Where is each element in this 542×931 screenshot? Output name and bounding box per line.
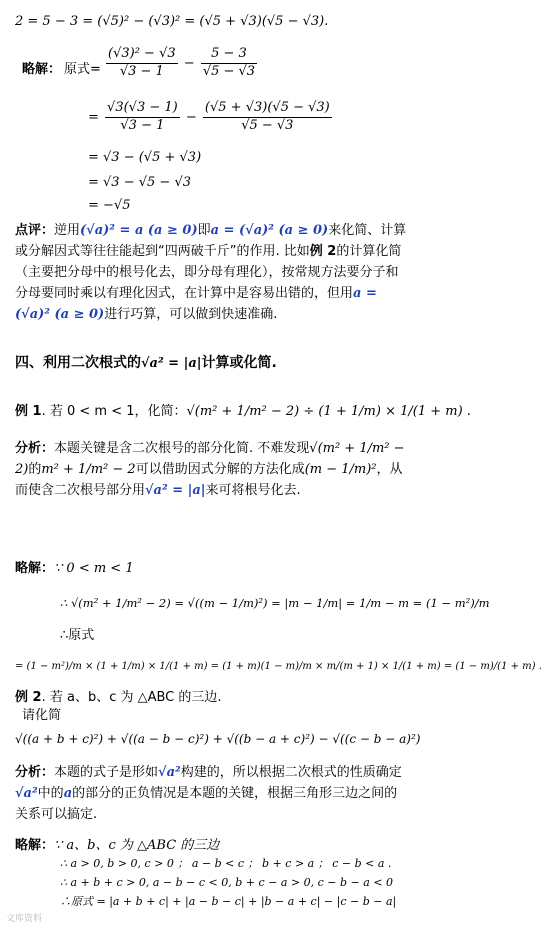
fraction-step-2: = $\frac{√3(√3 - 1)}{√3 - 1}$ − $\frac{(√5 + √3)(√5 - √3)}{√5 - √3}$ [88, 100, 330, 133]
fraction-numerator: √3(√3 − 1) [105, 100, 180, 118]
section-heading: 四、利用二次根式的√a² = |a|计算或化简. [15, 355, 277, 371]
fraction-numerator: (√5 + √3)(√5 − √3) [203, 100, 332, 118]
analysis-paragraph-1: 分析：本题关键是含二次根号的部分化简. 不难发现√(m² + 1/m² − 2)的m² + 1/m² − 2可以借助因式分解的方法化成(m − 1/m)²，从而使含二次根号部分用√a² = |a|来可将根号化去. [15, 441, 405, 498]
example-label: 例 2 [15, 690, 42, 705]
example-reference: 例 2 [309, 244, 337, 259]
formula-highlight: a [63, 786, 73, 801]
example-expression: √(m² + 1/m² − 2) ÷ (1 + 1/m) × 1/(1 + m) . [186, 404, 471, 419]
example-2-line: 例 2. 若 a、b、c 为 △ABC 的三边. [15, 690, 222, 705]
analysis-paragraph-2: 分析：本题的式子是形如√a²构建的，所以根据二次根式的性质确定√a²中的a的部分的正负情况是本题的关键，根据三角形三边之间的关系可以搞定. [15, 765, 402, 822]
fraction-step-1 [104, 46, 259, 81]
formula-highlight: a = (√a)² (a ≥ 0) [15, 286, 377, 322]
example-label: 例 1 [15, 404, 42, 419]
formula-highlight: √a² [15, 786, 38, 801]
fraction-numerator: 5 − 3 [201, 46, 257, 64]
solution-label: 略解： [15, 838, 55, 853]
watermark-logo: 文库资料 [6, 914, 43, 924]
section-formula: √a² = |a| [141, 356, 202, 371]
solution-2-header: 略解：∵ 0 < m < 1 [15, 561, 134, 576]
solution-label: 略解： [22, 62, 62, 77]
analysis-label: 分析： [15, 441, 55, 456]
example-1-line: 例 1. 若 0 < m < 1，化简：√(m² + 1/m² − 2) ÷ (1 + 1/m) × 1/(1 + m) . [15, 404, 471, 419]
solution-2-step-2: ∴原式 [60, 628, 95, 643]
comment-paragraph: 点评：逆用(√a)² = a (a ≥ 0)即a = (√a)² (a ≥ 0)来化简、计算或分解因式等往往能起到“四两破千斤”的作用. 比如例 2的计算化简（主要把分母中的根号化去，即分母有理化），按常规方法要分子和分母要同时乘以有理化因式，在计算中是容易出错的，但用a = (√a)² (a ≥ 0)进行巧算，可以做到快速准确. [15, 223, 407, 322]
fraction-denominator: √5 − √3 [202, 63, 256, 79]
equation-step-5: = −√5 [88, 198, 131, 213]
original-expression-label: 原式= [64, 62, 101, 77]
solution-3-step-3: ∴原式 = |a + b + c| + |a − b − c| + |b − a + c| − |c − b − a| [60, 895, 397, 908]
formula-highlight: a = (√a)² (a ≥ 0) [210, 223, 329, 238]
solution-2-step-3: = (1 − m²)/m × (1 + 1/m) × 1/(1 + m) = (1 + m)(1 − m)/m × m/(m + 1) × 1/(1 + m) = (1 − m)/(1 + m) . [15, 661, 542, 672]
solution-label: 略解： [15, 561, 55, 576]
fraction-numerator: (√3)² − √3 [106, 46, 178, 64]
equals-sign: = [88, 109, 99, 125]
minus-sign: − [183, 55, 195, 71]
equation-line-1: 2 = 5 − 3 = (√5)² − (√3)² = (√5 + √3)(√5 − √3). [15, 14, 329, 29]
formula-highlight: (√a)² = a (a ≥ 0) [80, 223, 198, 238]
example-2-instruction: 请化简 [22, 708, 62, 723]
fraction-denominator: √5 − √3 [241, 117, 294, 133]
comment-label: 点评： [15, 223, 55, 238]
example-2-expression: √((a + b + c)²) + √((a − b − c)²) + √((b − a + c)²) − √((c − b − a)²) [15, 732, 421, 746]
fraction-denominator: √3 − 1 [120, 117, 165, 133]
equation-step-4: = √3 − √5 − √3 [88, 175, 192, 190]
analysis-label: 分析： [15, 765, 55, 780]
solution-3-step-2: ∴ a + b + c > 0, a − b − c < 0, b + c − a > 0, c − b − a < 0 [60, 876, 394, 889]
fraction-denominator: √3 − 1 [119, 63, 164, 79]
solution-3-header: 略解：∵ a、b、c 为 △ABC 的三边 [15, 838, 220, 853]
solution-2-step-1: ∴ √(m² + 1/m² − 2) = √((m − 1/m)²) = |m − 1/m| = 1/m − m = (1 − m²)/m [60, 596, 490, 610]
equation-step-3: = √3 − (√5 + √3) [88, 150, 202, 165]
solution-3-step-1: ∴ a > 0, b > 0, c > 0 ； a − b < c ； b + c > a ； c − b < a . [60, 857, 392, 870]
formula-highlight: √a² [158, 765, 181, 780]
formula-highlight: √a² = |a| [145, 483, 206, 498]
